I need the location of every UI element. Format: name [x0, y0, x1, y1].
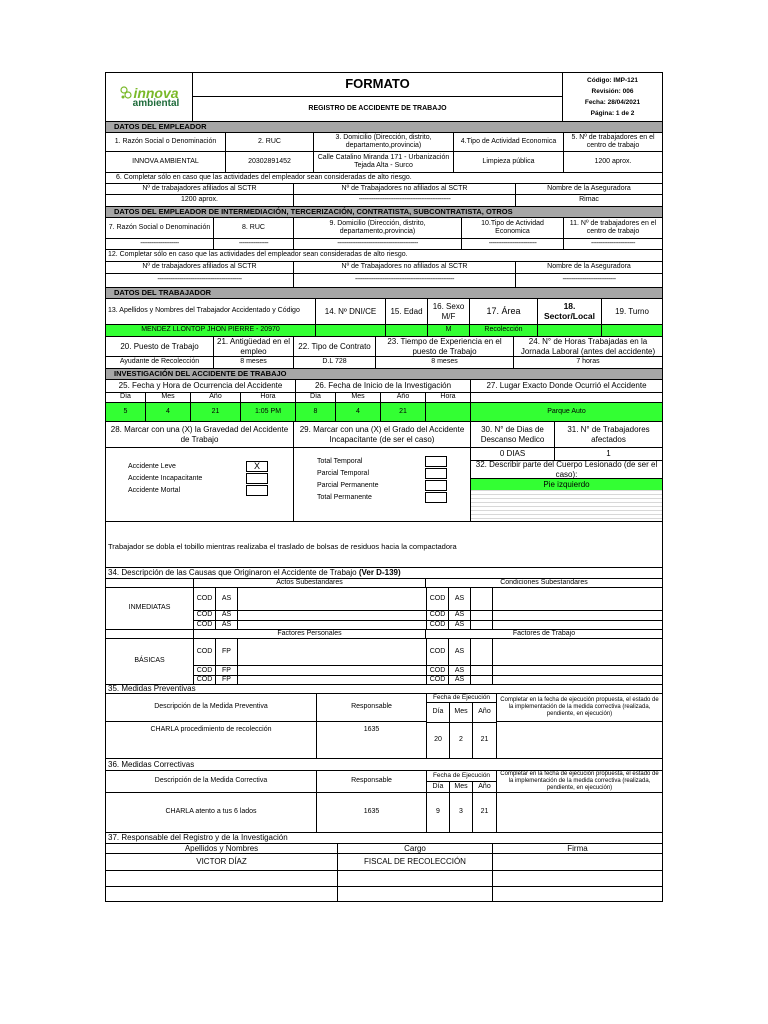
logo-text: innova — [133, 84, 179, 101]
cod: COD — [194, 611, 216, 620]
value-23: 8 meses — [376, 357, 514, 368]
as: AS — [449, 676, 471, 684]
header-31: 31. N° de Trabajadores afectados — [567, 425, 650, 444]
intermediacion-values — [105, 239, 663, 250]
header-11: 11. Nº de trabajadores en el centro de trabajo — [569, 219, 657, 235]
doc-revision: Revisión: 006 — [591, 88, 634, 95]
inmediatas-block — [105, 588, 663, 630]
header-21: 21. Antigüedad en el empleo — [214, 337, 294, 356]
value-resp-correctiva: 1635 — [363, 808, 380, 816]
label-parcial-permanente: Parcial Permanente — [317, 481, 379, 489]
as: AS — [449, 611, 471, 620]
label-anio: Año — [191, 393, 241, 402]
value-9: -------------------------------------------- — [294, 239, 462, 249]
value-desc-correctiva: CHARLA atento a tus 6 lados — [165, 808, 257, 816]
value-mes: 3 — [450, 793, 473, 832]
header-cargo: Cargo — [338, 844, 493, 853]
header-num-trabajadores: 5. Nº de trabajadores en el centro de trabajo — [571, 133, 655, 149]
label-anio: Año — [478, 708, 491, 716]
label-dia-2: Día — [296, 393, 336, 402]
value-27: Parque Auto — [547, 407, 586, 415]
value-13: MENDEZ LLONTOP JHON PIERRE - 20970 — [106, 325, 316, 336]
header-desc-preventiva: Descripción de la Medida Preventiva — [106, 694, 316, 722]
header-29: 29. Marcar con una (X) el Grado del Accidente Incapacitante (de ser el caso) — [294, 422, 471, 447]
sctr2-headers — [105, 262, 663, 274]
checkbox-leve[interactable]: X — [246, 461, 268, 472]
leaf-icon — [119, 85, 133, 101]
cod: COD — [194, 588, 216, 610]
value-25-mes: 4 — [146, 403, 191, 421]
header-afiliados-2: Nº de trabajadores afiliados al SCTR — [106, 262, 294, 273]
checkbox-parcial-temporal[interactable] — [425, 468, 447, 479]
as: AS — [216, 621, 238, 629]
value-cargo: FISCAL DE RECOLECCIÓN — [338, 854, 493, 870]
header-firma: Firma — [567, 844, 588, 853]
gravedad-options — [106, 448, 294, 521]
header-35: 35. Medidas Preventivas — [108, 685, 196, 693]
cod: COD — [194, 666, 216, 675]
header-desc-correctiva: Descripción de la Medida Correctiva — [106, 771, 316, 793]
value-19 — [602, 325, 662, 336]
header-afiliados: Nº de trabajadores afiliados al SCTR — [106, 184, 294, 194]
header-resp-correctiva: Responsable — [317, 771, 426, 793]
header-fecha-correctiva: Fecha de Ejecución — [427, 771, 496, 782]
header-resp-preventiva: Responsable — [317, 694, 426, 722]
as: AS — [216, 588, 238, 610]
value-resp-preventiva: 1635 — [363, 725, 380, 733]
value-30: 0 DIAS — [471, 448, 555, 460]
header-completar-preventiva: Completar en la fecha de ejecución propuesta, el estado de la implementación de la medida correctiva (realizada, pendiente, en ejecución) — [497, 694, 662, 722]
value-actividad: Limpieza pública — [454, 152, 564, 172]
header-aseguradora: Nombre de la Aseguradora — [547, 184, 631, 192]
header-9: 9. Domicilio (Dirección, distrito, departamento,provincia) — [294, 218, 462, 238]
basicas-block — [105, 639, 663, 685]
employer-values — [105, 152, 663, 173]
section-investigacion: INVESTIGACIÓN DEL ACCIDENTE DE TRABAJO — [106, 369, 662, 379]
header-ruc: 2. RUC — [226, 133, 314, 151]
cod: COD — [427, 588, 449, 610]
header-19: 19. Turno — [615, 306, 649, 316]
value-14 — [316, 325, 386, 336]
responsable-row-1 — [105, 854, 663, 871]
value-10: -------------------------- — [462, 239, 564, 249]
as: AS — [449, 588, 471, 610]
header-aseguradora-2: Nombre de la Aseguradora — [547, 263, 631, 271]
value-31: 1 — [606, 449, 611, 459]
value-7: --------------------- — [106, 239, 214, 249]
value-8: ---------------- — [214, 239, 294, 249]
label-hora-2: Hora — [426, 393, 471, 402]
intermediacion-headers — [105, 218, 663, 239]
doc-code: Código: IMP-121 — [587, 77, 638, 84]
header-actividad: 4.Tipo de Actividad Economica — [454, 133, 564, 151]
value-nombre: VICTOR DÍAZ — [106, 854, 338, 870]
header-13: 13. Apellidos y Nombres del Trabajador Accidentado y Código — [106, 299, 316, 324]
header-fecha-preventiva: Fecha de Ejecución — [427, 694, 496, 703]
header-34-ref: (Ver D-139) — [358, 568, 401, 578]
title-block — [193, 73, 563, 121]
cod: COD — [427, 611, 449, 620]
section-trabajador: DATOS DEL TRABAJADOR — [106, 288, 662, 298]
value-11: ------------------------ — [591, 239, 635, 247]
label-basicas: BÁSICAS — [106, 639, 194, 684]
value-dia: 20 — [427, 723, 450, 758]
header-domicilio: 3. Domicilio (Dirección, distrito, departamento,provincia) — [314, 133, 454, 151]
value-num-trabajadores: 1200 aprox. — [594, 157, 632, 165]
accident-description: Trabajador se dobla el tobillo mientras realizaba el traslado de bolsas de residuos hacia la compactadora — [108, 542, 457, 552]
label-anio-2: Año — [381, 393, 426, 402]
value-dia: 9 — [427, 793, 450, 832]
worker-values — [105, 325, 663, 337]
value-25-dia: 5 — [106, 403, 146, 421]
cod: COD — [427, 666, 449, 675]
label-incapacitante: Accidente Incapacitante — [128, 474, 203, 482]
checkbox-parcial-permanente[interactable] — [425, 480, 447, 491]
label-mes: Mes — [450, 703, 473, 722]
value-ruc: 20302891452 — [226, 152, 314, 172]
header-actos: Actos Subestandares — [194, 579, 426, 587]
value-25-hora: 1:05 PM — [241, 403, 296, 421]
doc-page: Página: 1 de 2 — [590, 110, 635, 117]
date-values — [105, 403, 663, 422]
cod: COD — [194, 676, 216, 684]
cod: COD — [427, 621, 449, 629]
label-anio: Año — [478, 782, 491, 790]
header-27: 27. Lugar Exacto Donde Ocurrió el Accidente — [486, 381, 647, 391]
header-34-text: 34. Descripción de las Causas que Originaron el Accidente de Trabajo — [108, 568, 357, 578]
header-37: 37. Responsable del Registro y de la Investigación — [108, 833, 288, 843]
value-mes: 2 — [450, 723, 473, 758]
responsable-headers — [105, 844, 663, 854]
header-32: 32. Describir parte del Cuerpo Lesionado (de ser el caso): — [471, 461, 662, 479]
worker-headers — [105, 299, 663, 325]
descanso-block — [471, 448, 662, 521]
form-header — [105, 72, 663, 122]
header-8: 8. RUC — [214, 218, 294, 238]
label-mes: Mes — [450, 782, 473, 792]
value-22: D.L 728 — [294, 357, 376, 368]
value-firma — [493, 854, 662, 870]
header-no-afiliados: Nº de Trabajadores no afiliados al SCTR — [294, 184, 516, 194]
fp: FP — [216, 639, 238, 665]
value-no-afiliados: -------------------------------------------------- — [294, 195, 516, 206]
header-15: 15. Edad — [386, 299, 428, 324]
value-16: M — [428, 325, 470, 336]
header-16: 16. Sexo M/F — [428, 299, 470, 324]
value-20: Ayudante de Recolección — [106, 357, 214, 368]
header-18: 18. Sector/Local — [538, 299, 602, 324]
value-aseguradora: Rimac — [579, 196, 599, 204]
header-nombres: Apellidos y Nombres — [106, 844, 338, 853]
label-leve: Accidente Leve — [128, 462, 176, 470]
section-employer: DATOS DEL EMPLEADOR — [106, 122, 662, 132]
header-22: 22. Tipo de Contrato — [294, 337, 376, 356]
value-no-afiliados-2: ------------------------------------------------------ — [294, 274, 516, 287]
company-logo — [106, 73, 193, 121]
value-anio: 21 — [480, 808, 489, 816]
label-total-temporal: Total Temporal — [317, 457, 363, 465]
checkbox-incapacitante[interactable] — [246, 473, 268, 484]
doc-date: Fecha: 28/04/2021 — [584, 99, 641, 106]
header-factores-trabajo: Factores de Trabajo — [512, 630, 576, 637]
header-10: 10.Tipo de Actividad Economica — [462, 218, 564, 238]
header-28: 28. Marcar con una (X) la Gravedad del Accidente de Trabajo — [106, 422, 294, 447]
as: AS — [449, 639, 471, 665]
value-24: 7 horas — [576, 358, 600, 366]
header-26: 26. Fecha de Inicio de la Investigación — [296, 380, 471, 392]
note-12: 12. Completar sólo en caso que las actividades del empleador sean consideradas de alto riesgo. — [108, 251, 408, 259]
label-dia: Día — [427, 782, 450, 792]
header-14: 14. Nº DNI/CE — [316, 299, 386, 324]
checkbox-total-temporal[interactable] — [425, 456, 447, 467]
value-razon-social: INNOVA AMBIENTAL — [106, 152, 226, 172]
header-30: 30. N° de Dias de Descanso Medico — [471, 422, 555, 447]
value-15 — [386, 325, 428, 336]
cod: COD — [427, 639, 449, 665]
header-condiciones: Condiciones Subestandares — [500, 579, 588, 586]
value-25-anio: 21 — [191, 403, 241, 421]
label-dia: Día — [427, 703, 450, 722]
description-row — [105, 522, 663, 568]
header-completar-correctiva: Completar en la fecha de ejecución propuesta, el estado de la implementación de la medida correctiva (realizada, pendiente, en ejecución) — [497, 771, 662, 793]
worker-values-2 — [105, 357, 663, 369]
header-20: 20. Puesto de Trabajo — [106, 337, 214, 356]
header-23: 23. Tiempo de Experiencia en el puesto de Trabajo — [376, 337, 514, 356]
value-afiliados: 1200 aprox. — [106, 195, 294, 206]
causas-headers — [105, 579, 663, 588]
grado-options — [294, 448, 471, 521]
accident-report-form — [105, 72, 663, 902]
label-mes: Mes — [146, 393, 191, 402]
value-aseguradora-2: ----------------------------- — [562, 276, 616, 284]
employer-headers — [105, 133, 663, 152]
severity-headers — [105, 422, 663, 448]
value-18 — [538, 325, 602, 336]
cod: COD — [194, 639, 216, 665]
label-parcial-temporal: Parcial Temporal — [317, 469, 370, 477]
investigation-headers — [105, 380, 663, 393]
header-razon-social: 1. Razón Social o Denominación — [106, 133, 226, 151]
header-25: 25. Fecha y Hora de Ocurrencia del Accidente — [106, 380, 296, 392]
value-26-anio: 21 — [381, 403, 426, 421]
header-17: 17. Área — [470, 299, 538, 324]
header-factores-personales: Factores Personales — [194, 630, 426, 638]
header-24: 24. N° de Horas Trabajadas en la Jornada Laboral (antes del accidente) — [520, 337, 656, 356]
label-total-permanente: Total Permanente — [317, 493, 372, 501]
sctr2-values — [105, 274, 663, 288]
header-36: 36. Medidas Correctivas — [108, 759, 195, 769]
value-desc-preventiva: CHARLA procedimiento de recolección — [150, 725, 272, 733]
fp: FP — [216, 676, 238, 684]
factores-headers — [105, 630, 663, 639]
responsable-row-3 — [105, 887, 663, 902]
doc-meta — [563, 73, 662, 121]
page-title: FORMATO — [193, 73, 562, 97]
severity-block — [105, 448, 663, 522]
header-no-afiliados-2: Nº de Trabajadores no afiliados al SCTR — [294, 262, 516, 273]
worker-headers-2 — [105, 337, 663, 357]
section-intermediacion: DATOS DEL EMPLEADOR DE INTERMEDIACIÓN, TERCERIZACIÓN, CONTRATISTA, SUBCONTRATISTA, OTROS — [106, 207, 662, 217]
value-afiliados-2: ---------------------------------------------- — [106, 274, 294, 287]
sctr-values — [105, 195, 663, 207]
value-domicilio: Calle Catalino Miranda 171 - Urbanización Tejada Alta - Surco — [314, 152, 454, 172]
cod: COD — [194, 621, 216, 629]
header-7: 7. Razón Social o Denominación — [106, 218, 214, 238]
value-17: Recolección — [470, 325, 538, 336]
value-26-mes: 4 — [336, 403, 381, 421]
as: AS — [449, 666, 471, 675]
checkbox-total-permanente[interactable] — [425, 492, 447, 503]
value-21: 8 meses — [214, 357, 294, 368]
page-subtitle: REGISTRO DE ACCIDENTE DE TRABAJO — [308, 104, 447, 112]
date-labels — [105, 393, 663, 403]
responsable-row-2 — [105, 871, 663, 887]
as: AS — [216, 611, 238, 620]
cod: COD — [427, 676, 449, 684]
preventivas-block — [105, 694, 663, 759]
fp: FP — [216, 666, 238, 675]
label-hora: Hora — [241, 393, 296, 402]
value-26-hora — [426, 403, 471, 421]
label-inmediatas: INMEDIATAS — [106, 588, 194, 629]
label-dia: Día — [106, 393, 146, 402]
note-alto-riesgo: 6. Completar sólo en caso que las actividades del empleador sean consideradas de alto riesgo. — [116, 173, 412, 181]
correctivas-block — [105, 771, 663, 833]
header-34 — [106, 568, 662, 578]
value-32: Pie izquierdo — [471, 479, 662, 490]
label-mes-2: Mes — [336, 393, 381, 402]
value-anio: 21 — [480, 736, 489, 744]
label-mortal: Accidente Mortal — [128, 486, 181, 494]
as: AS — [449, 621, 471, 629]
value-26-dia: 8 — [296, 403, 336, 421]
logo-subtext: ambiental — [132, 97, 180, 109]
sctr-headers — [105, 184, 663, 195]
checkbox-mortal[interactable] — [246, 485, 268, 496]
